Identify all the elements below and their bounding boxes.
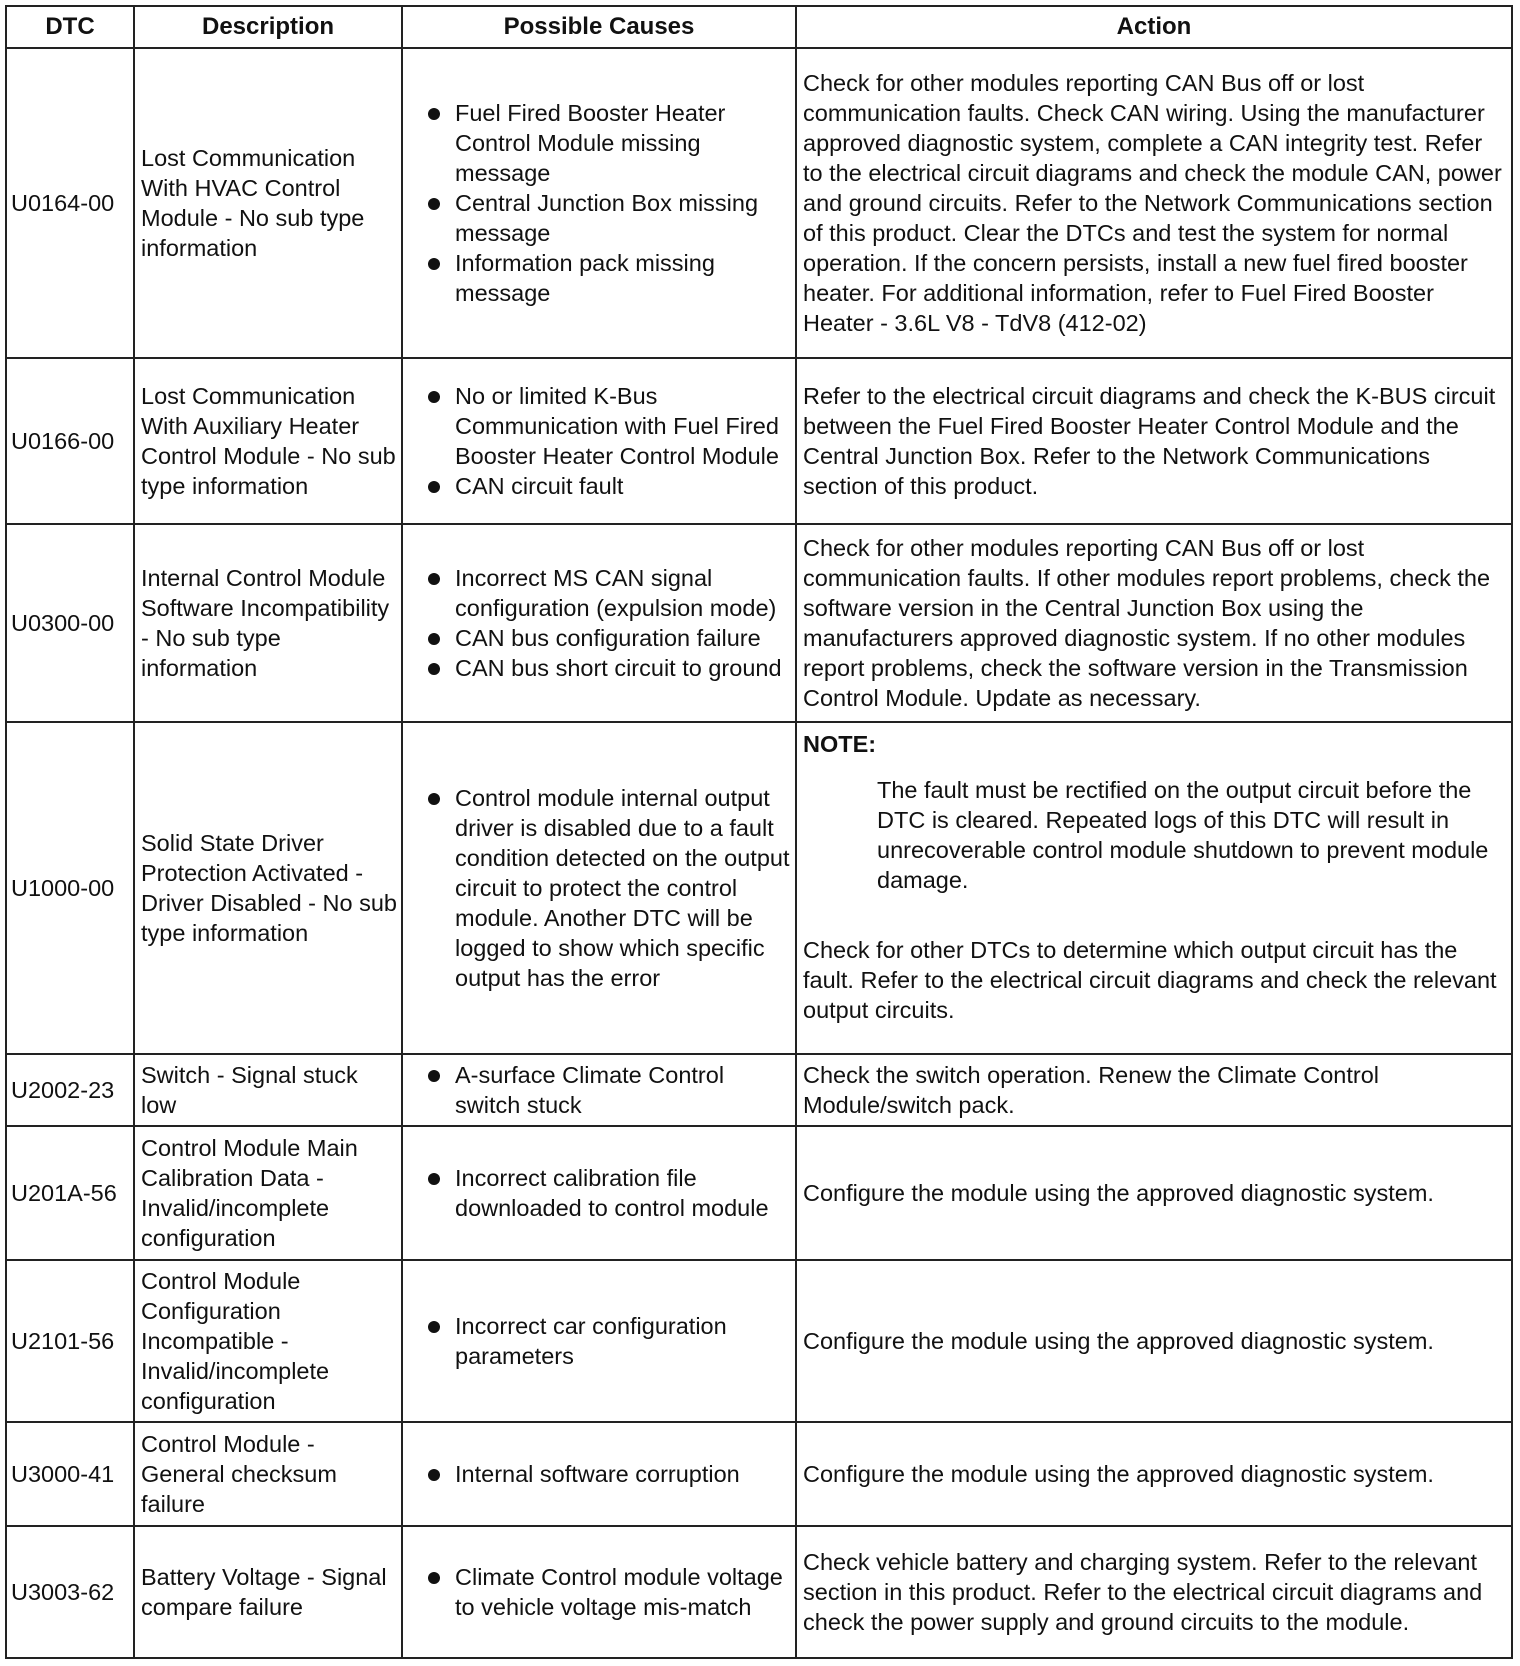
dtc-action: Check for other modules reporting CAN Bus off or lost communication faults. If other modules report problems, check the software version in the Central Junction Box using the manufacturers approved diagnostic system. If no other modules report problems, check the software version in the Transmission Control Module. Update as necessary. bbox=[796, 524, 1512, 722]
table-row bbox=[6, 524, 1512, 722]
cause-item bbox=[423, 248, 791, 308]
table-row bbox=[6, 1260, 1512, 1422]
dtc-table bbox=[5, 5, 1513, 1659]
table-row bbox=[6, 1126, 1512, 1260]
note-title: NOTE: bbox=[803, 731, 877, 757]
dtc-causes bbox=[402, 358, 796, 524]
dtc-action: Configure the module using the approved diagnostic system. bbox=[796, 1126, 1512, 1260]
dtc-action: Check the switch operation. Renew the Climate Control Module/switch pack. bbox=[796, 1054, 1512, 1126]
dtc-action: Refer to the electrical circuit diagrams and check the K-BUS circuit between the Fuel Fired Booster Heater Control Module and the Central Junction Box. Refer to the Network Communications section of this product. bbox=[796, 358, 1512, 524]
cause-item bbox=[423, 1459, 791, 1489]
dtc-description: Internal Control Module Software Incompatibility - No sub type information bbox=[134, 524, 402, 722]
bullet-icon bbox=[428, 1572, 440, 1584]
bullet-icon bbox=[428, 1070, 440, 1082]
bullet-icon bbox=[428, 663, 440, 675]
dtc-action: Check for other modules reporting CAN Bus off or lost communication faults. Check CAN wiring. Using the manufacturer approved diagnostic system, complete a CAN integrity test. Refer to the electrical circuit diagrams and check the module CAN, power and ground circuits. Refer to the Network Communications section of this product. Clear the DTCs and test the system for normal operation. If the concern persists, install a new fuel fired booster heater. For additional information, refer to Fuel Fired Booster Heater - 3.6L V8 - TdV8 (412-02) bbox=[796, 48, 1512, 358]
table-row bbox=[6, 358, 1512, 524]
cause-text: Incorrect calibration file downloaded to control module bbox=[455, 1165, 769, 1221]
dtc-table-wrapper bbox=[5, 5, 1513, 1659]
dtc-description: Switch - Signal stuck low bbox=[134, 1054, 402, 1126]
dtc-code: U0300-00 bbox=[6, 524, 134, 722]
cause-item bbox=[423, 1562, 791, 1622]
header-causes: Possible Causes bbox=[402, 6, 796, 48]
dtc-causes bbox=[402, 1126, 796, 1260]
table-row bbox=[6, 48, 1512, 358]
dtc-action: Configure the module using the approved diagnostic system. bbox=[796, 1260, 1512, 1422]
header-action: Action bbox=[796, 6, 1512, 48]
dtc-code: U3000-41 bbox=[6, 1422, 134, 1526]
cause-text: A-surface Climate Control switch stuck bbox=[455, 1062, 725, 1118]
dtc-code: U2002-23 bbox=[6, 1054, 134, 1126]
dtc-description: Control Module Main Calibration Data - Invalid/incomplete configuration bbox=[134, 1126, 402, 1260]
header-row bbox=[6, 6, 1512, 48]
cause-text: CAN circuit fault bbox=[455, 473, 624, 499]
cause-item bbox=[423, 1311, 791, 1371]
cause-item bbox=[423, 98, 791, 188]
dtc-causes bbox=[402, 722, 796, 1054]
dtc-action: Check vehicle battery and charging system. Refer to the relevant section in this product. Refer to the electrical circuit diagrams and check the power supply and ground circuits to the module. bbox=[796, 1526, 1512, 1658]
cause-text: Fuel Fired Booster Heater Control Module missing message bbox=[455, 100, 726, 186]
cause-text: No or limited K-Bus Communication with Fuel Fired Booster Heater Control Module bbox=[455, 383, 779, 469]
dtc-description: Solid State Driver Protection Activated -Driver Disabled - No sub type information bbox=[134, 722, 402, 1054]
dtc-description: Control Module - General checksum failure bbox=[134, 1422, 402, 1526]
header-dtc: DTC bbox=[6, 6, 134, 48]
dtc-description: Lost Communication With HVAC Control Module - No sub type information bbox=[134, 48, 402, 358]
cause-item bbox=[423, 563, 791, 623]
table-row bbox=[6, 1422, 1512, 1526]
dtc-description: Battery Voltage - Signal compare failure bbox=[134, 1526, 402, 1658]
cause-text: Information pack missing message bbox=[455, 250, 715, 306]
dtc-code: U2101-56 bbox=[6, 1260, 134, 1422]
dtc-action bbox=[796, 722, 1512, 1054]
cause-item bbox=[423, 1060, 791, 1120]
cause-text: Central Junction Box missing message bbox=[455, 190, 759, 246]
dtc-causes bbox=[402, 524, 796, 722]
dtc-code: U0166-00 bbox=[6, 358, 134, 524]
bullet-icon bbox=[428, 258, 440, 270]
bullet-icon bbox=[428, 633, 440, 645]
cause-item bbox=[423, 188, 791, 248]
dtc-causes bbox=[402, 1054, 796, 1126]
bullet-icon bbox=[428, 481, 440, 493]
cause-text: Incorrect MS CAN signal configuration (expulsion mode) bbox=[455, 565, 777, 621]
dtc-code: U0164-00 bbox=[6, 48, 134, 358]
cause-text: Incorrect car configuration parameters bbox=[455, 1313, 727, 1369]
bullet-icon bbox=[428, 1469, 440, 1481]
note-body: The fault must be rectified on the output circuit before the DTC is cleared. Repeated logs of this DTC will result in unrecoverable control module shutdown to prevent module damage. bbox=[877, 777, 1489, 893]
dtc-causes bbox=[402, 1422, 796, 1526]
cause-item bbox=[423, 1163, 791, 1223]
cause-text: Control module internal output driver is disabled due to a fault condition detected on the output circuit to protect the control module. Another DTC will be logged to show which specific output has the error bbox=[455, 785, 790, 991]
cause-item bbox=[423, 623, 791, 653]
dtc-action: Configure the module using the approved diagnostic system. bbox=[796, 1422, 1512, 1526]
dtc-action-text: Check for other DTCs to determine which output circuit has the fault. Refer to the electrical circuit diagrams and check the relevant output circuits. bbox=[803, 937, 1497, 1023]
dtc-code: U3003-62 bbox=[6, 1526, 134, 1658]
cause-text: Climate Control module voltage to vehicle voltage mis-match bbox=[455, 1564, 783, 1620]
bullet-icon bbox=[428, 198, 440, 210]
cause-item bbox=[423, 381, 791, 471]
dtc-code: U201A-56 bbox=[6, 1126, 134, 1260]
dtc-causes bbox=[402, 1526, 796, 1658]
dtc-code: U1000-00 bbox=[6, 722, 134, 1054]
cause-item bbox=[423, 653, 791, 683]
bullet-icon bbox=[428, 1321, 440, 1333]
cause-item bbox=[423, 471, 791, 501]
dtc-causes bbox=[402, 48, 796, 358]
bullet-icon bbox=[428, 793, 440, 805]
cause-text: CAN bus short circuit to ground bbox=[455, 655, 782, 681]
cause-text: CAN bus configuration failure bbox=[455, 625, 761, 651]
dtc-causes bbox=[402, 1260, 796, 1422]
table-row bbox=[6, 1054, 1512, 1126]
header-description: Description bbox=[134, 6, 402, 48]
table-row bbox=[6, 722, 1512, 1054]
table-row bbox=[6, 1526, 1512, 1658]
bullet-icon bbox=[428, 391, 440, 403]
dtc-description: Lost Communication With Auxiliary Heater Control Module - No sub type information bbox=[134, 358, 402, 524]
bullet-icon bbox=[428, 1173, 440, 1185]
cause-text: Internal software corruption bbox=[455, 1461, 740, 1487]
dtc-description: Control Module Configuration Incompatible - Invalid/incomplete configuration bbox=[134, 1260, 402, 1422]
bullet-icon bbox=[428, 573, 440, 585]
bullet-icon bbox=[428, 108, 440, 120]
cause-item bbox=[423, 783, 791, 993]
